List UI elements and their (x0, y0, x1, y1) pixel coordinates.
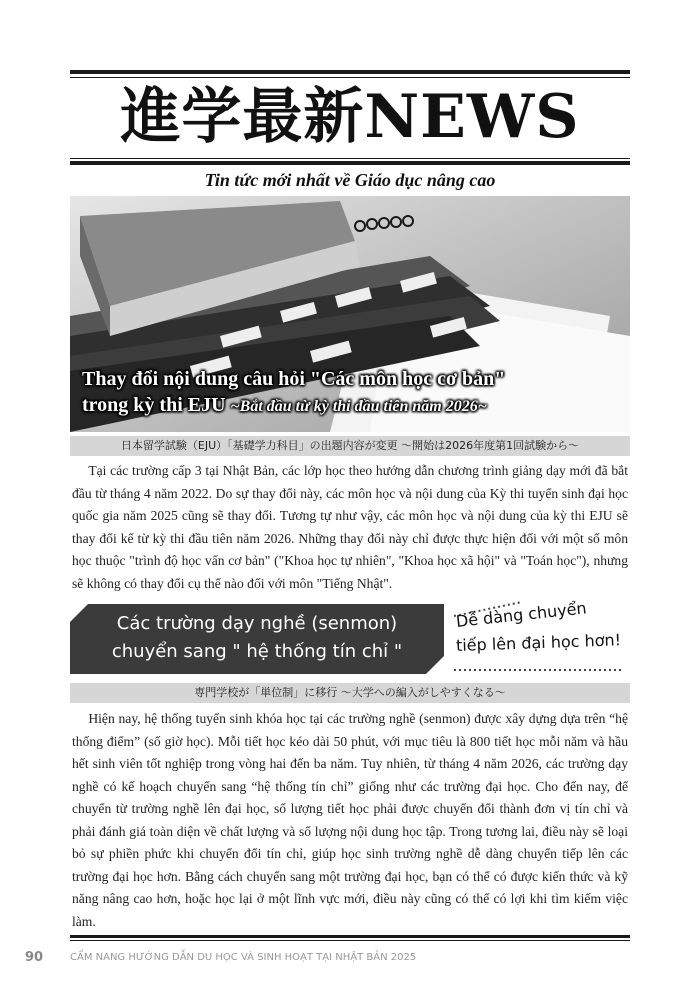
article2-banner-line1: Các trường dạy nghề (senmon) (116, 613, 398, 634)
masthead-bottom-rule-thin (70, 158, 630, 159)
masthead-tagline: Tin tức mới nhất về Giáo dục nâng cao (204, 170, 496, 190)
article1-headline-line2: trong kỳ thi EJU (82, 394, 226, 416)
article1-headline (82, 366, 622, 420)
article1-headline-line1: Thay đổi nội dung câu hỏi "Các môn học cơ bản" (82, 368, 506, 390)
article2-handwritten-line1: Dễ dàng chuyển (455, 598, 588, 631)
article2-banner-text (70, 610, 444, 666)
masthead-title: 進学最新NEWS (120, 82, 580, 152)
page-number: 90 (25, 950, 44, 965)
article2-body: Hiện nay, hệ thống tuyển sinh khóa học tại các trường nghề (senmon) được xây dựng dựa trên “hệ thống điểm” (số giờ học). Mỗi tiết học kéo dài 50 phút, với mục tiêu là 800 tiết học mỗi năm và hầu hết sinh viên tốt nghiệp trong vòng hai đến ba năm. Tuy nhiên, từ tháng 4 năm 2026, các trường dạy nghề có kế hoạch chuyển sang “hệ thống tín chỉ” giống như các trường đại học. Cho đến nay, để chuyển từ trường nghề lên đại học, số lượng tiết học phải được chuyển đổi thành đơn vị tín chỉ và phải đánh giá toàn diện về chất lượng và số lượng nội dung học tập. Trong tương lai, điều này sẽ loại bỏ sự phiền phức khi chuyển đổi tín chỉ, giúp học sinh trường nghề dễ dàng chuyển tiếp lên các trường đại học hơn. Bằng cách chuyển sang một trường đại học, bạn có thể có được kiến thức và kỹ năng nâng cao hơn, hoặc học lại ở một lĩnh vực mới, điều này cũng có thể có lợi khi tìm kiếm việc làm. (72, 711, 628, 929)
article1-body: Tại các trường cấp 3 tại Nhật Bản, các lớp học theo hướng dẫn chương trình giảng dạy mới đã bắt đầu từ tháng 4 năm 2022. Do sự thay đổi này, các môn học và nội dung của Kỳ thi tuyển sinh đại học quốc gia năm 2025 cũng sẽ thay đổi. Tương tự như vậy, các môn học và nội dung của kỳ thi EJU sẽ thay đổi kể từ kỳ thi đầu tiên năm 2026. Những thay đổi này chỉ được thực hiện đối với một số môn học thuộc "trình độ học vấn cơ bản" ("Khoa học tự nhiên", "Khoa học xã hội" và "Toán học"), nhưng sẽ không có thay đổi cụ thể nào đối với môn "Tiếng Nhật". (72, 463, 628, 591)
article2-jp-caption: 専門学校が「単位制」に移行 ～大学への編入がしやすくなる～ (70, 683, 630, 703)
masthead-bottom-rule (70, 161, 630, 165)
masthead-top-rule-thin (70, 77, 630, 78)
publication-title: CẨM NANG HƯỚNG DẪN DU HỌC VÀ SINH HOẠT TẠI NHẬT BẢN 2025 (70, 952, 417, 963)
footer-rule (70, 935, 630, 941)
article1-jp-caption: 日本留学試験（EJU）「基礎学力科目」の出題内容が変更 ～開始は2026年度第1回試験から～ (70, 436, 630, 456)
article2-banner-line2: chuyển sang " hệ thống tín chỉ " (111, 641, 403, 662)
article2-handwritten-line2: tiếp lên đại học hơn! (455, 630, 622, 655)
masthead-top-rule (70, 70, 630, 74)
article1-headline-sub: ~Bắt đầu từ kỳ thi đầu tiên năm 2026~ (230, 398, 487, 415)
